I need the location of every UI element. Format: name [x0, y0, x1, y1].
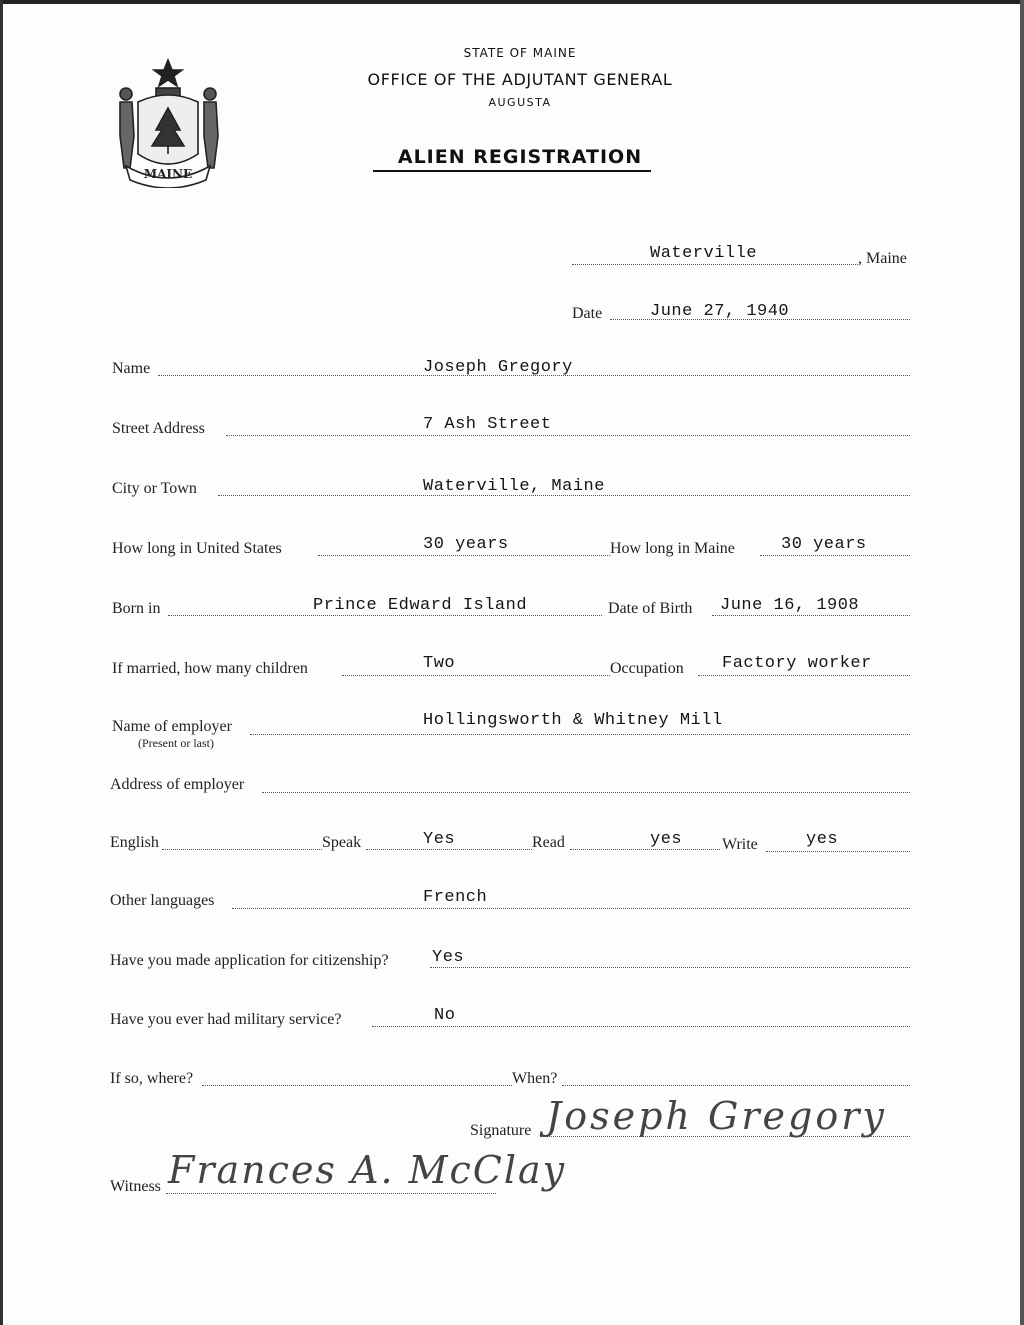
signature-value: Joseph Gregory	[546, 1094, 887, 1138]
if-so-where-label: If so, where?	[110, 1070, 194, 1087]
when-label: When?	[512, 1070, 558, 1087]
employer-name-line	[250, 734, 910, 735]
military-value: No	[434, 1006, 456, 1025]
employer-address-label: Address of employer	[110, 776, 245, 793]
how-long-us-line	[318, 555, 610, 556]
employer-name-label: Name of employer	[112, 718, 232, 735]
children-line	[342, 675, 610, 676]
street-address-value: 7 Ash Street	[423, 415, 552, 434]
scan-edge-right	[1020, 0, 1024, 1325]
how-long-maine-value: 30 years	[781, 535, 867, 554]
write-line	[766, 851, 910, 852]
write-value: yes	[806, 830, 839, 849]
city-label: City or Town	[112, 480, 197, 497]
street-address-label: Street Address	[112, 420, 205, 437]
how-long-maine-label: How long in Maine	[610, 540, 735, 557]
read-value: yes	[650, 830, 683, 849]
seal-label: MAINE	[143, 167, 193, 181]
name-value: Joseph Gregory	[423, 358, 573, 377]
read-label: Read	[532, 834, 565, 851]
witness-label: Witness	[110, 1178, 161, 1195]
occupation-line	[698, 675, 910, 676]
other-languages-value: French	[423, 888, 488, 907]
maine-state-seal	[112, 58, 224, 188]
born-in-line	[168, 615, 602, 616]
occupation-label: Occupation	[610, 660, 684, 677]
header-state: STATE OF MAINE	[463, 46, 577, 60]
header-city: AUGUSTA	[488, 96, 552, 109]
military-line	[372, 1026, 910, 1027]
military-label: Have you ever had military service?	[110, 1011, 342, 1028]
other-languages-label: Other languages	[110, 892, 215, 909]
place-line	[572, 264, 858, 265]
citizenship-line	[430, 967, 910, 968]
scan-edge-left	[0, 0, 3, 1325]
born-in-label: Born in	[112, 600, 161, 617]
date-of-birth-value: June 16, 1908	[720, 596, 860, 615]
form-title: ALIEN REGISTRATION	[397, 146, 643, 168]
date-value: June 27, 1940	[650, 302, 790, 321]
english-line	[162, 849, 322, 850]
employer-note: (Present or last)	[138, 736, 214, 750]
how-long-maine-line	[760, 555, 910, 556]
employer-address-line	[262, 792, 910, 793]
how-long-us-value: 30 years	[423, 535, 509, 554]
street-address-line	[226, 435, 910, 436]
citizenship-label: Have you made application for citizenship?	[110, 952, 389, 969]
header-office: OFFICE OF THE ADJUTANT GENERAL	[367, 70, 673, 89]
name-label: Name	[112, 360, 151, 377]
maine-suffix-label: , Maine	[858, 250, 907, 267]
city-value: Waterville, Maine	[423, 477, 605, 496]
citizenship-value: Yes	[432, 948, 465, 967]
children-label: If married, how many children	[112, 660, 308, 677]
speak-value: Yes	[423, 830, 456, 849]
occupation-value: Factory worker	[722, 654, 872, 673]
speak-label: Speak	[322, 834, 362, 851]
date-of-birth-label: Date of Birth	[608, 600, 693, 617]
when-line	[562, 1085, 910, 1086]
signature-label: Signature	[470, 1122, 532, 1139]
place-value: Waterville	[650, 244, 758, 263]
witness-value: Frances A. McClay	[168, 1148, 567, 1192]
born-in-value: Prince Edward Island	[313, 596, 528, 615]
date-label: Date	[572, 305, 603, 322]
how-long-us-label: How long in United States	[112, 540, 282, 557]
speak-line	[366, 849, 532, 850]
scan-edge-top	[0, 0, 1024, 4]
read-line	[570, 849, 720, 850]
if-so-where-line	[202, 1085, 512, 1086]
date-of-birth-line	[712, 615, 910, 616]
title-underline	[373, 170, 651, 172]
english-label: English	[110, 834, 159, 851]
other-languages-line	[232, 908, 910, 909]
witness-line	[166, 1193, 496, 1194]
children-value: Two	[423, 654, 456, 673]
write-label: Write	[722, 836, 758, 853]
employer-name-value: Hollingsworth & Whitney Mill	[423, 711, 723, 730]
